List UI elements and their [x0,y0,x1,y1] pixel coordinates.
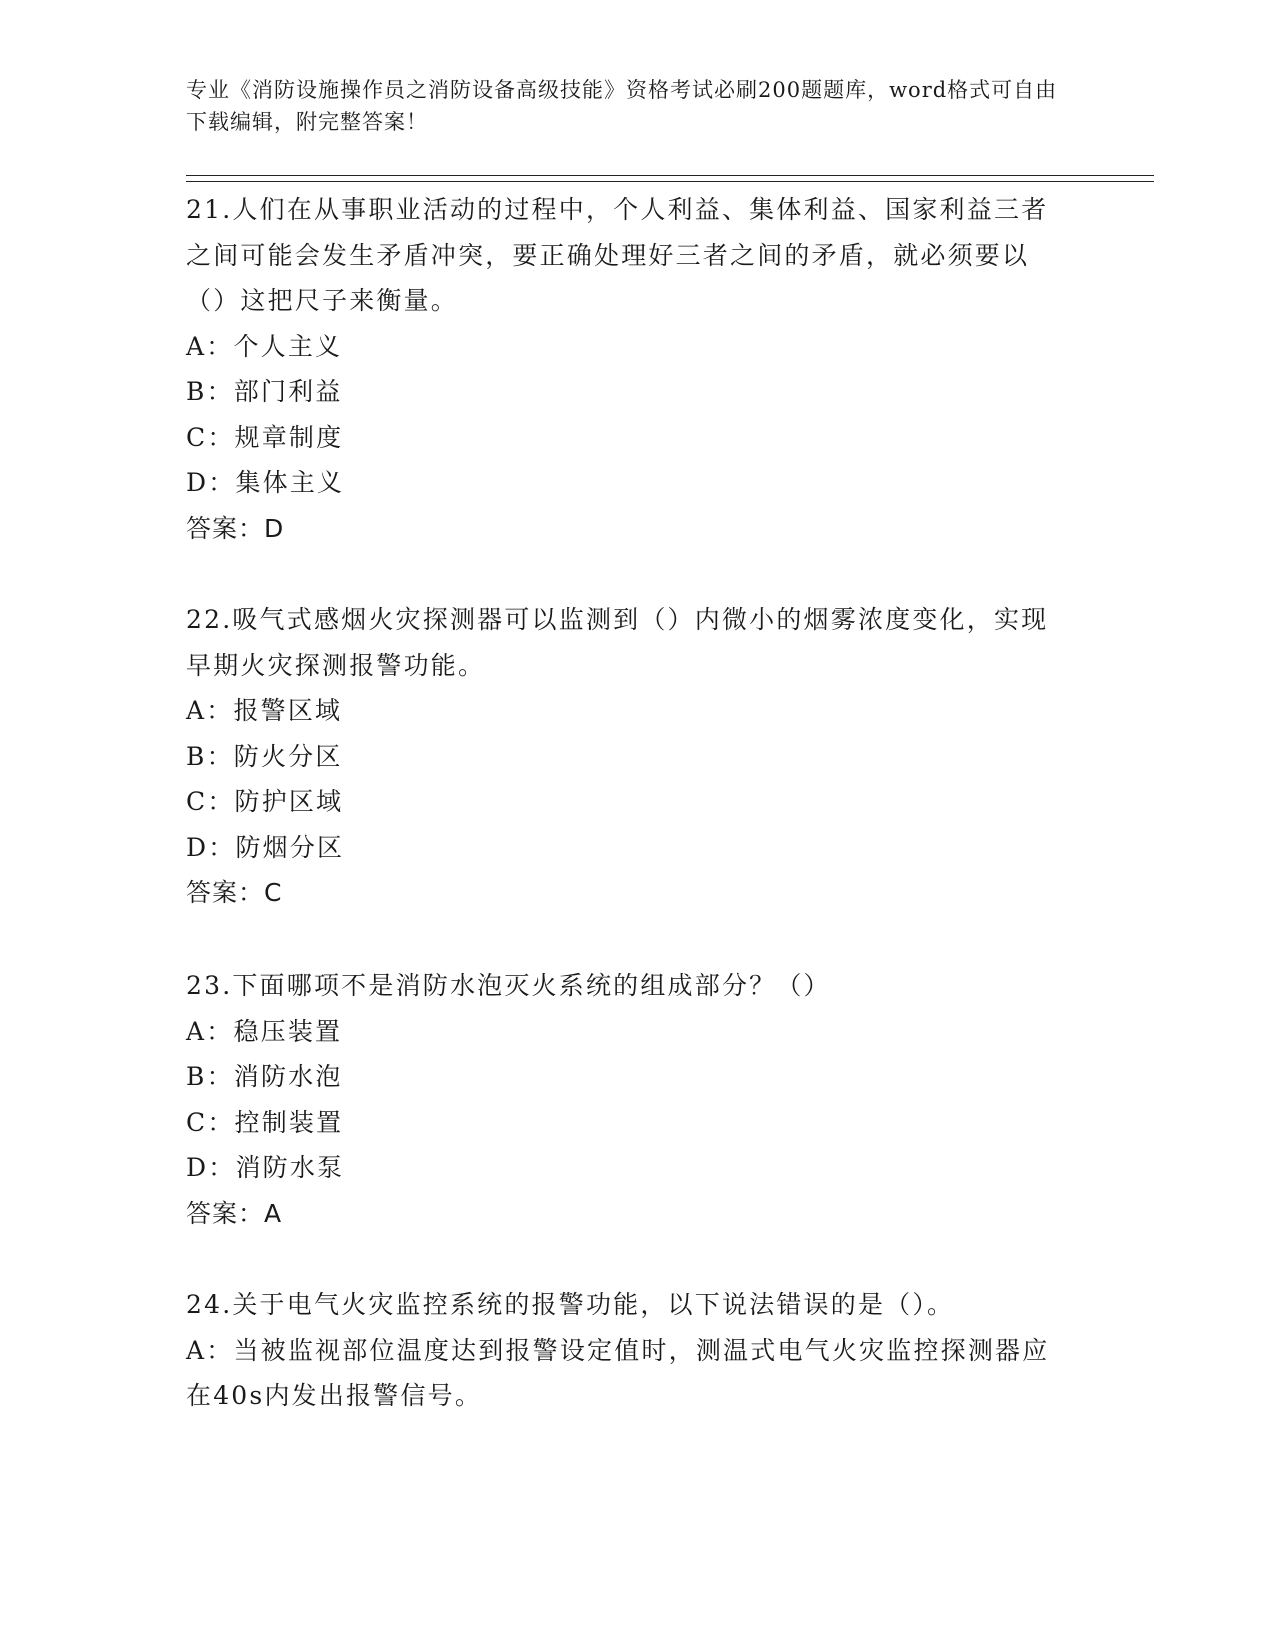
answer: 答案：D [186,513,285,543]
option-b: B：消防水泡 [186,1062,343,1091]
question-stem: 21.人们在从事职业活动的过程中，个人利益、集体利益、国家利益三者之间可能会发生矛盾冲突，要正确处理好三者之间的矛盾，就必须要以（）这把尺子来衡量。 [186,195,1049,315]
option-a: A：稳压装置 [186,1016,343,1046]
question-stem: 24.关于电气火灾监控系统的报警功能，以下说法错误的是（）。 [186,1290,955,1319]
header-divider-bottom [186,181,1154,182]
option-c: C：规章制度 [186,422,344,452]
option-d: D：集体主义 [186,468,345,497]
document-header: 专业《消防设施操作员之消防设备高级技能》资格考试必刷200题题库，word格式可自由下载编辑，附完整答案！ [186,78,1058,134]
option-c: C：控制装置 [186,1107,344,1137]
option-a: A：个人主义 [186,331,343,361]
option-d: D：防烟分区 [186,832,345,862]
question-22 [186,597,1066,916]
answer: 答案：A [186,1198,283,1228]
answer: 答案：C [186,878,283,907]
question-23 [186,963,1066,1236]
question-stem: 23.下面哪项不是消防水泡灭火系统的组成部分？（） [186,971,831,1000]
option-d: D：消防水泵 [186,1153,345,1182]
question-stem: 22.吸气式感烟火灾探测器可以监测到（）内微小的烟雾浓度变化，实现早期火灾探测报警功能。 [186,605,1049,680]
question-24 [186,1282,1066,1419]
question-21 [186,187,1066,551]
option-c: C：防护区域 [186,787,344,816]
option-b: B：防火分区 [186,741,343,771]
option-b: B：部门利益 [186,377,343,406]
option-a: A：当被监视部位温度达到报警设定值时，测温式电气火灾监控探测器应在40s内发出报警信号。 [186,1335,1050,1410]
header-divider-top [186,175,1154,176]
option-a: A：报警区域 [186,696,343,725]
